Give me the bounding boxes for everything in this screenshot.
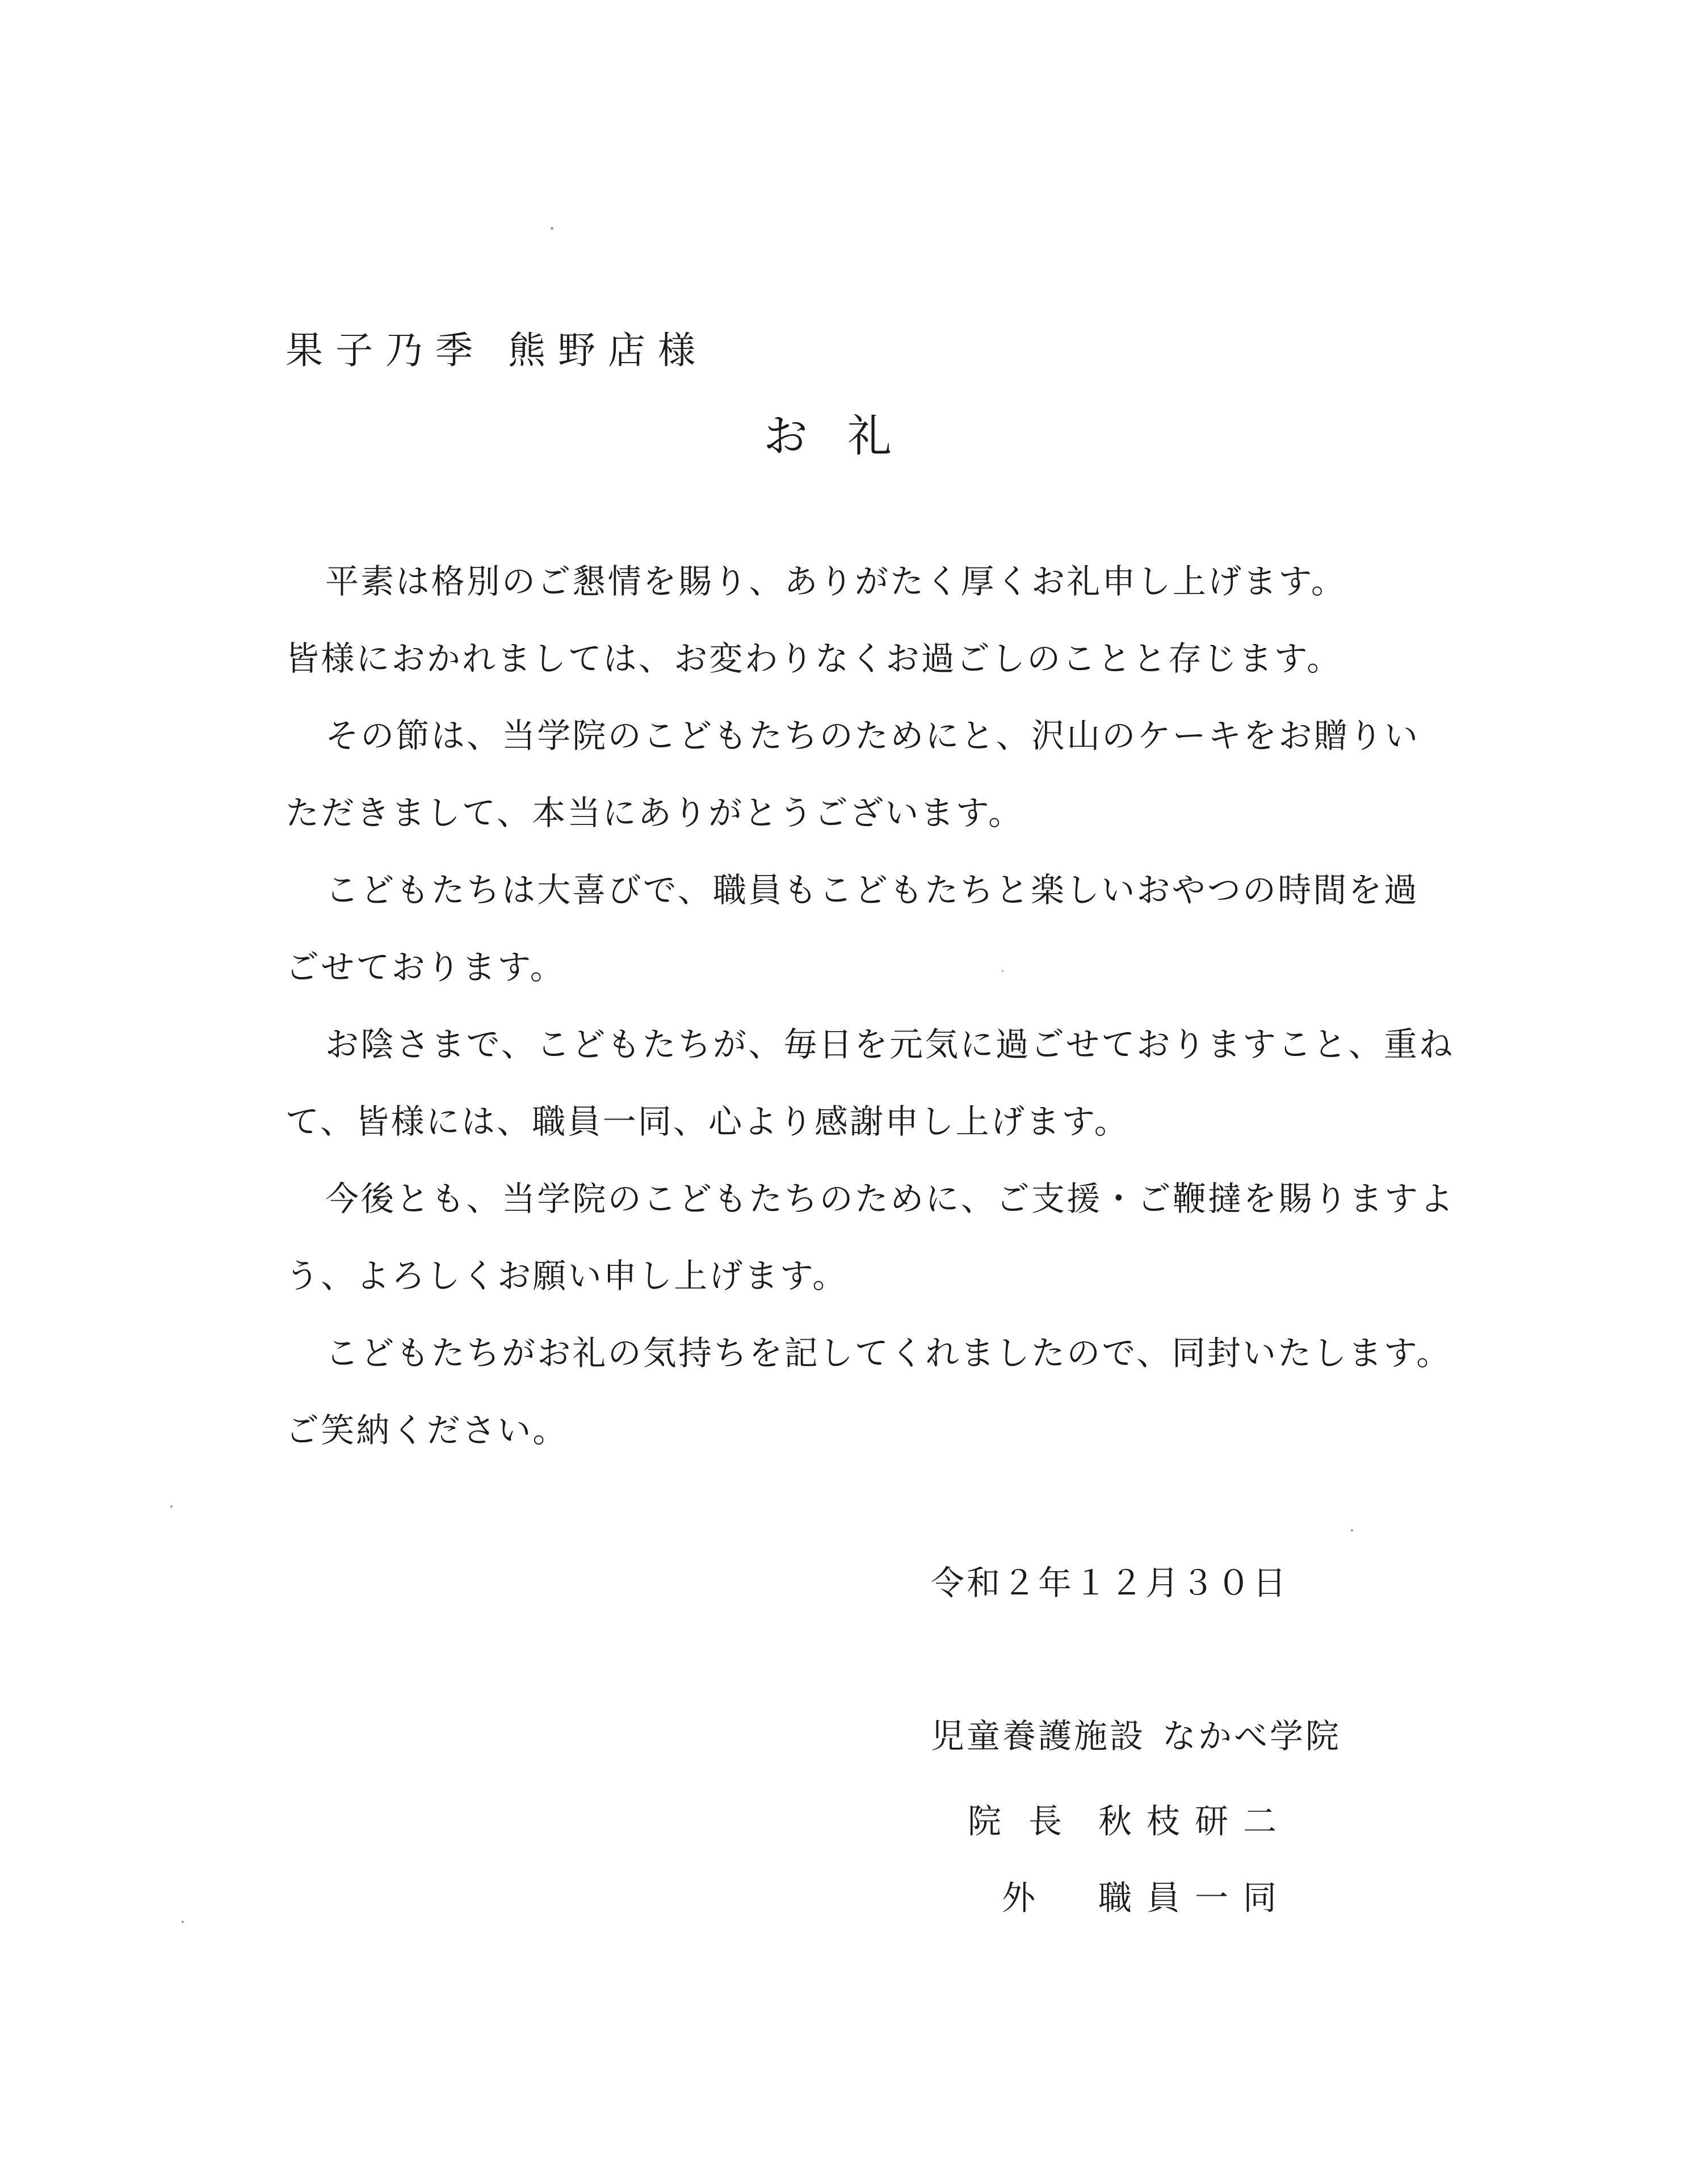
director-role: 院長 — [968, 1802, 1090, 1841]
scan-speck — [182, 1921, 184, 1923]
scan-speck — [170, 1505, 173, 1508]
letter-body — [285, 562, 1455, 1491]
addressee — [285, 329, 708, 372]
body-line: う、よろしくお願い申し上げます。 — [285, 1256, 848, 1295]
body-line: て、皆様には、職員一同、心より感謝申し上げます。 — [285, 1102, 1129, 1141]
scan-speck — [1351, 1529, 1353, 1531]
body-line: その節は、当学院のこどもたちのためにと、沢山のケーキをお贈りい — [325, 716, 1420, 755]
staff-name: 職員一同 — [1098, 1878, 1292, 1917]
body-line: 平素は格別のご懇情を賜り、ありがたく厚くお礼申し上げます。 — [325, 562, 1347, 601]
body-line: お陰さまで、こどもたちが、毎日を元気に過ごせておりますこと、重ね — [325, 1025, 1455, 1064]
staff-prefix: 外 — [1002, 1878, 1063, 1917]
sender-organization — [931, 1716, 1342, 1756]
facility-name: なかべ学院 — [1162, 1716, 1342, 1756]
body-line: 皆様におかれましては、お変わりなくお過ごしのことと存じます。 — [285, 639, 1342, 678]
letter-date: 令和２年１２月３０日 — [931, 1563, 1289, 1602]
body-line: こどもたちは大喜びで、職員もこどもたちと楽しいおやつの時間を過 — [325, 870, 1420, 910]
body-line: 今後とも、当学院のこどもたちのために、ご支援・ご鞭撻を賜りますよ — [325, 1179, 1455, 1218]
body-line: ただきまして、本当にありがとうございます。 — [285, 793, 1024, 832]
addressee-shop: 果子乃季 — [285, 329, 485, 372]
addressee-branch: 熊野店様 — [508, 329, 708, 372]
scan-speck — [551, 227, 553, 230]
letter-title: お礼 — [763, 411, 932, 462]
body-line: ご笑納ください。 — [285, 1411, 568, 1450]
body-line: こどもたちがお礼の気持ちを記してくれましたので、同封いたします。 — [325, 1333, 1452, 1373]
facility-type: 児童養護施設 — [931, 1716, 1146, 1756]
body-line: ごせております。 — [285, 948, 565, 987]
director-name: 秋枝研二 — [1098, 1802, 1292, 1841]
